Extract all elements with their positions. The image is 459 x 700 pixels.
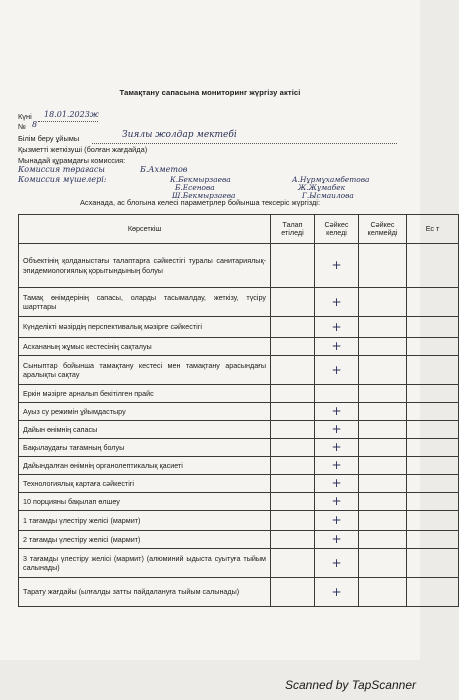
member-name: К.Бекмырзаева (170, 175, 231, 184)
commission-label: Мынадай құрамдағы комиссия: (18, 156, 126, 165)
noncompliant-cell (359, 421, 407, 439)
required-cell (271, 403, 315, 421)
inspection-intro: Асханада, ас блогына келесі параметрлер бойынша тексеріс жүргізді: (80, 198, 321, 207)
required-cell (271, 288, 315, 317)
indicator-cell: Асхананың жұмыс кестесінің сақталуы (19, 338, 271, 356)
table-row (19, 288, 459, 317)
member-name: Б.Есенова (175, 183, 215, 192)
header-indicator: Көрсеткіш (19, 215, 271, 244)
check-mark: + (331, 494, 342, 508)
table-row (19, 475, 459, 493)
compliant-cell (315, 385, 359, 403)
note-cell (407, 244, 459, 288)
compliant-cell (315, 457, 359, 475)
required-cell (271, 244, 315, 288)
indicator-cell: Тарату жағдайы (ылғалды затты пайдалануға тыйым салынады) (19, 578, 271, 607)
indicator-cell: Сыныптар бойынша тамақтану кестесі мен тамақтану арасындағы аралықты сақтау (19, 356, 271, 385)
required-cell (271, 578, 315, 607)
note-cell (407, 457, 459, 475)
table-row (19, 244, 459, 288)
compliant-cell (315, 288, 359, 317)
note-cell (407, 439, 459, 457)
noncompliant-cell (359, 439, 407, 457)
number-value: 8 (32, 120, 38, 129)
indicator-cell: 2 тағамды үлестіру желісі (мармит) (19, 531, 271, 549)
table-row (19, 421, 459, 439)
compliant-cell (315, 439, 359, 457)
check-mark: + (331, 584, 342, 599)
noncompliant-cell (359, 288, 407, 317)
table-header-row (19, 215, 459, 244)
compliant-cell (315, 317, 359, 338)
table-row (19, 549, 459, 578)
check-mark: + (331, 339, 342, 353)
noncompliant-cell (359, 578, 407, 607)
table-row (19, 403, 459, 421)
required-cell (271, 421, 315, 439)
document-title: Тамақтану сапасына мониторинг жүргізу актісі (119, 88, 301, 97)
required-cell (271, 475, 315, 493)
note-cell (407, 511, 459, 531)
compliant-cell (315, 244, 359, 288)
table-row (19, 493, 459, 511)
chair-label: Комиссия төрағасы (18, 165, 105, 174)
header-required: Талап етіледі (271, 215, 315, 244)
indicator-cell: Дайындалған өнімнің органолептикалық қасиеті (19, 457, 271, 475)
noncompliant-cell (359, 338, 407, 356)
compliant-cell (315, 531, 359, 549)
check-mark: + (331, 458, 342, 472)
required-cell (271, 457, 315, 475)
noncompliant-cell (359, 531, 407, 549)
check-mark: + (331, 532, 342, 546)
indicator-cell: Ауыз су режимін ұйымдастыру (19, 403, 271, 421)
indicator-cell: Технологиялық картаға сәйкестігі (19, 475, 271, 493)
note-cell (407, 288, 459, 317)
required-cell (271, 511, 315, 531)
members-label: Комиссия мүшелері: (18, 175, 107, 184)
check-mark: + (331, 294, 342, 309)
date-label: Күні (18, 112, 32, 121)
note-cell (407, 475, 459, 493)
member-name: Г.Ысмаилова (302, 191, 354, 200)
indicator-cell: Күнделікті мәзірдің перспективалық мәзірге сәйкестігі (19, 317, 271, 338)
noncompliant-cell (359, 356, 407, 385)
member-name: Ж.Жұмабек (298, 183, 346, 192)
indicator-cell: 1 тағамды үлестіру желісі (мармит) (19, 511, 271, 531)
note-cell (407, 578, 459, 607)
table-row (19, 531, 459, 549)
table-row (19, 356, 459, 385)
noncompliant-cell (359, 244, 407, 288)
compliant-cell (315, 356, 359, 385)
date-underline (38, 121, 98, 122)
noncompliant-cell (359, 317, 407, 338)
check-mark: + (331, 476, 342, 490)
table-row (19, 385, 459, 403)
compliant-cell (315, 578, 359, 607)
header-compliant: Сәйкес келеді (315, 215, 359, 244)
noncompliant-cell (359, 493, 407, 511)
table-row (19, 511, 459, 531)
required-cell (271, 549, 315, 578)
indicator-cell: Еркін мәзірге арналып бекітілген прайс (19, 385, 271, 403)
indicator-cell: Тамақ өнімдерінің сапасы, оларды тасымалдау, жеткізу, түсіру шарттары (19, 288, 271, 317)
compliant-cell (315, 338, 359, 356)
compliant-cell (315, 511, 359, 531)
note-cell (407, 403, 459, 421)
note-cell (407, 317, 459, 338)
check-mark: + (331, 362, 342, 377)
compliant-cell (315, 403, 359, 421)
scanner-watermark: Scanned by TapScanner (285, 678, 416, 692)
check-mark: + (331, 422, 342, 436)
noncompliant-cell (359, 457, 407, 475)
required-cell (271, 493, 315, 511)
header-note: Ес т (407, 215, 459, 244)
table-row (19, 317, 459, 338)
compliant-cell (315, 549, 359, 578)
noncompliant-cell (359, 511, 407, 531)
check-mark: + (331, 258, 342, 272)
check-mark: + (331, 513, 342, 527)
check-mark: + (331, 319, 342, 334)
note-cell (407, 356, 459, 385)
required-cell (271, 385, 315, 403)
indicator-cell: 3 тағамды үлестіру желісі (мармит) (алюминий ыдыста суытуға тыйым салынады) (19, 549, 271, 578)
note-cell (407, 421, 459, 439)
required-cell (271, 531, 315, 549)
monitoring-table (18, 214, 459, 607)
indicator-cell: Дайын өнімнің сапасы (19, 421, 271, 439)
noncompliant-cell (359, 475, 407, 493)
indicator-cell: 10 порцияны бақылап өлшеу (19, 493, 271, 511)
noncompliant-cell (359, 403, 407, 421)
table-row (19, 338, 459, 356)
compliant-cell (315, 493, 359, 511)
note-cell (407, 549, 459, 578)
header-noncompliant: Сәйкес келмейді (359, 215, 407, 244)
number-label: № (18, 122, 26, 131)
org-value: Зиялы жолдар мектебі (122, 130, 237, 140)
required-cell (271, 317, 315, 338)
member-name: А.Нұрмұхамбетова (292, 175, 370, 184)
indicator-cell: Объектінің қолданыстағы талаптарға сәйкестігі туралы санитариялық-эпидемиологиялық қорытындының болуы (19, 244, 271, 288)
required-cell (271, 439, 315, 457)
note-cell (407, 385, 459, 403)
check-mark: + (331, 404, 342, 418)
table-row (19, 439, 459, 457)
date-value: 18.01.2023ж (44, 110, 99, 119)
check-mark: + (331, 555, 342, 570)
noncompliant-cell (359, 549, 407, 578)
indicator-cell: Бақылаудағы тағамның болуы (19, 439, 271, 457)
note-cell (407, 493, 459, 511)
table-row (19, 578, 459, 607)
required-cell (271, 356, 315, 385)
note-cell (407, 338, 459, 356)
compliant-cell (315, 421, 359, 439)
member-name: Ш.Бекмырзаева (172, 191, 236, 200)
compliant-cell (315, 475, 359, 493)
note-cell (407, 531, 459, 549)
table-row (19, 457, 459, 475)
noncompliant-cell (359, 385, 407, 403)
org-underline (92, 143, 397, 144)
chair-name: Б.Ахметов (140, 165, 188, 174)
org-label: Білім беру ұйымы (18, 134, 80, 143)
required-cell (271, 338, 315, 356)
supplier-label: Қызметті жеткізуші (болған жағдайда) (18, 145, 148, 154)
check-mark: + (331, 440, 342, 454)
